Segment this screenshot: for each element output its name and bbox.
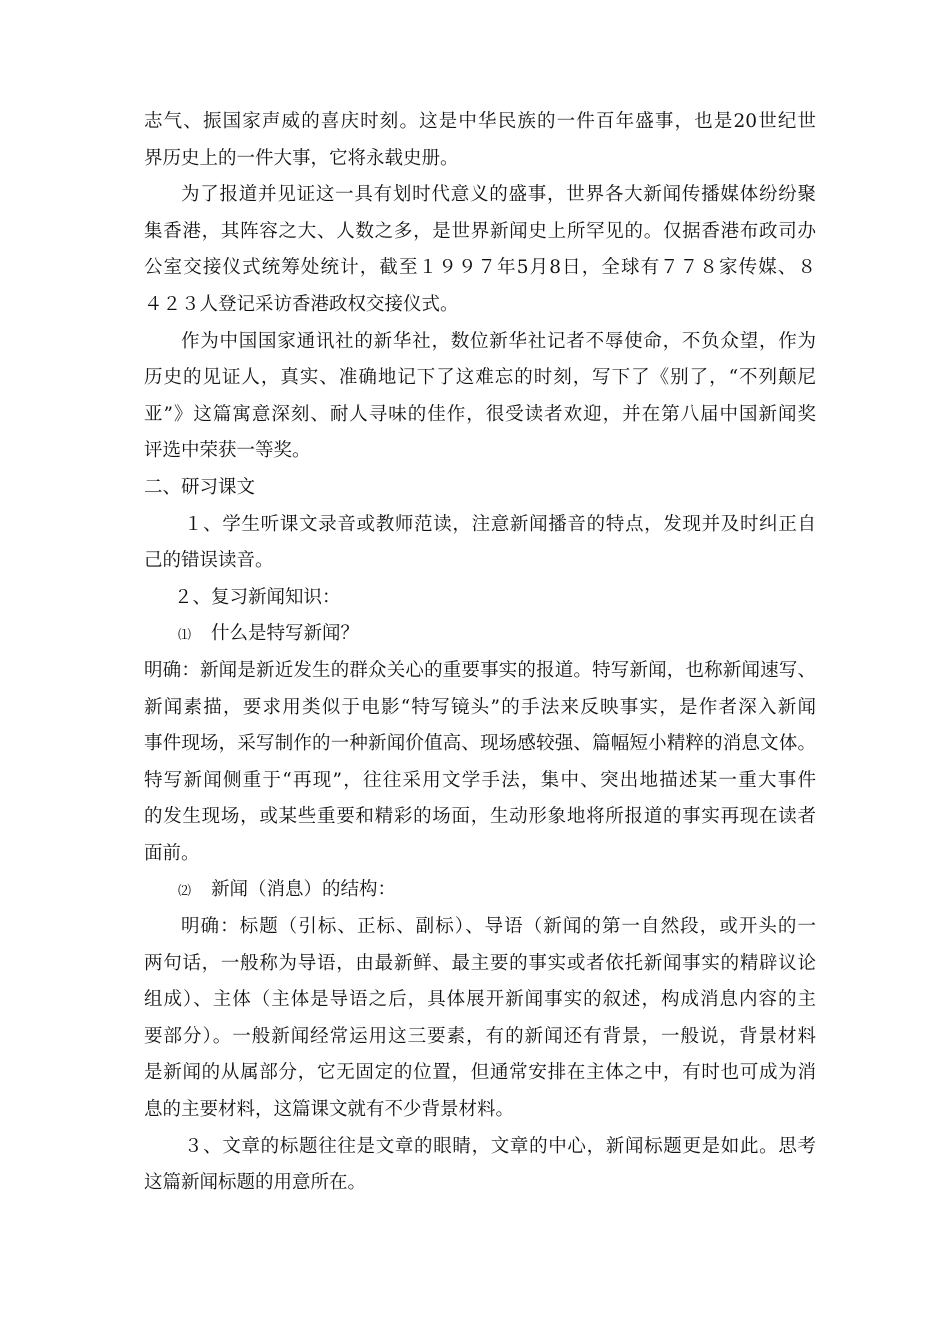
paragraph-line: 的发生现场，或某些重要和精彩的场面，生动形象地将所报道的事实再现在读者 bbox=[144, 806, 816, 828]
paragraph-line: 为了报道并见证这一具有划时代意义的盛事，世界各大新闻传播媒体纷纷聚 bbox=[181, 184, 816, 206]
question-text: 新闻（消息）的结构： bbox=[211, 879, 397, 901]
paragraph-line: 这篇新闻标题的用意所在。 bbox=[144, 1172, 367, 1194]
paragraph-line: ４２３人登记采访香港政权交接仪式。 bbox=[144, 293, 459, 315]
paragraph-line: 历史的见证人，真实、准确地记下了这难忘的时刻，写下了《别了，“不列颠尼 bbox=[144, 367, 816, 389]
paragraph-line: 特写新闻侧重于“再现”，往往采用文学手法，集中、突出地描述某一重大事件 bbox=[144, 769, 816, 791]
paragraph-line: 公室交接仪式统筹处统计，截至１９９７年5月8日，全球有７７８家传媒、８ bbox=[144, 257, 816, 279]
question-number: ⑴ bbox=[178, 628, 192, 644]
paragraph-line: 明确：新闻是新近发生的群众关心的重要事实的报道。特写新闻，也称新闻速写、 bbox=[144, 659, 816, 681]
paragraph-line: 评选中荣获一等奖。 bbox=[144, 440, 311, 462]
paragraph-line: 亚”》这篇寓意深刻、耐人寻味的佳作，很受读者欢迎，并在第八届中国新闻奖 bbox=[144, 403, 816, 425]
paragraph-line: １、学生听课文录音或教师范读，注意新闻播音的特点，发现并及时纠正自 bbox=[184, 513, 816, 535]
paragraph-line: 志气、振国家声威的喜庆时刻。这是中华民族的一件百年盛事，也是20世纪世 bbox=[144, 111, 816, 132]
question-item bbox=[144, 872, 816, 909]
question-number: ⑵ bbox=[178, 884, 192, 900]
paragraph-line: 组成）、主体（主体是导语之后，具体展开新闻事实的叙述，构成消息内容的主 bbox=[144, 989, 816, 1011]
paragraph-line: 是新闻的从属部分，它无固定的位置，但通常安排在主体之中，有时也可成为消 bbox=[144, 1062, 816, 1084]
paragraph-line: 息的主要材料，这篇课文就有不少背景材料。 bbox=[144, 1099, 515, 1121]
paragraph-line: 新闻素描，要求用类似于电影“特写镜头”的手法来反映事实，是作者深入新闻 bbox=[144, 696, 816, 718]
paragraph-line: 事件现场，采写制作的一种新闻价值高、现场感较强、篇幅短小精粹的消息文体。 bbox=[144, 733, 816, 755]
paragraph-line: 界历史上的一件大事，它将永载史册。 bbox=[144, 147, 459, 169]
paragraph-line: 面前。 bbox=[144, 842, 200, 864]
document-page bbox=[144, 104, 816, 1202]
section-heading: 二、研习课文 bbox=[144, 476, 256, 498]
paragraph-line: 两句话，一般称为导语，由最新鲜、最主要的事实或者依托新闻事实的精辟议论 bbox=[144, 952, 816, 974]
paragraph-line: 明确：标题（引标、正标、副标）、导语（新闻的第一自然段，或开头的一 bbox=[181, 916, 816, 938]
paragraph-line: 己的错误读音。 bbox=[144, 550, 274, 572]
paragraph-line: 作为中国国家通讯社的新华社，数位新华社记者不辱使命，不负众望，作为 bbox=[181, 330, 816, 352]
paragraph-line: 要部分）。一般新闻经常运用这三要素，有的新闻还有背景，一般说，背景材料 bbox=[144, 1025, 816, 1047]
list-item: ２、复习新闻知识： bbox=[174, 586, 341, 608]
question-item bbox=[144, 616, 816, 653]
paragraph-line: 集香港，其阵容之大、人数之多，是世界新闻史上所罕见的。仅据香港布政司办 bbox=[144, 220, 816, 242]
paragraph-line: ３、文章的标题往往是文章的眼睛，文章的中心，新闻标题更是如此。思考 bbox=[184, 1135, 816, 1157]
question-text: 什么是特写新闻？ bbox=[211, 623, 360, 645]
